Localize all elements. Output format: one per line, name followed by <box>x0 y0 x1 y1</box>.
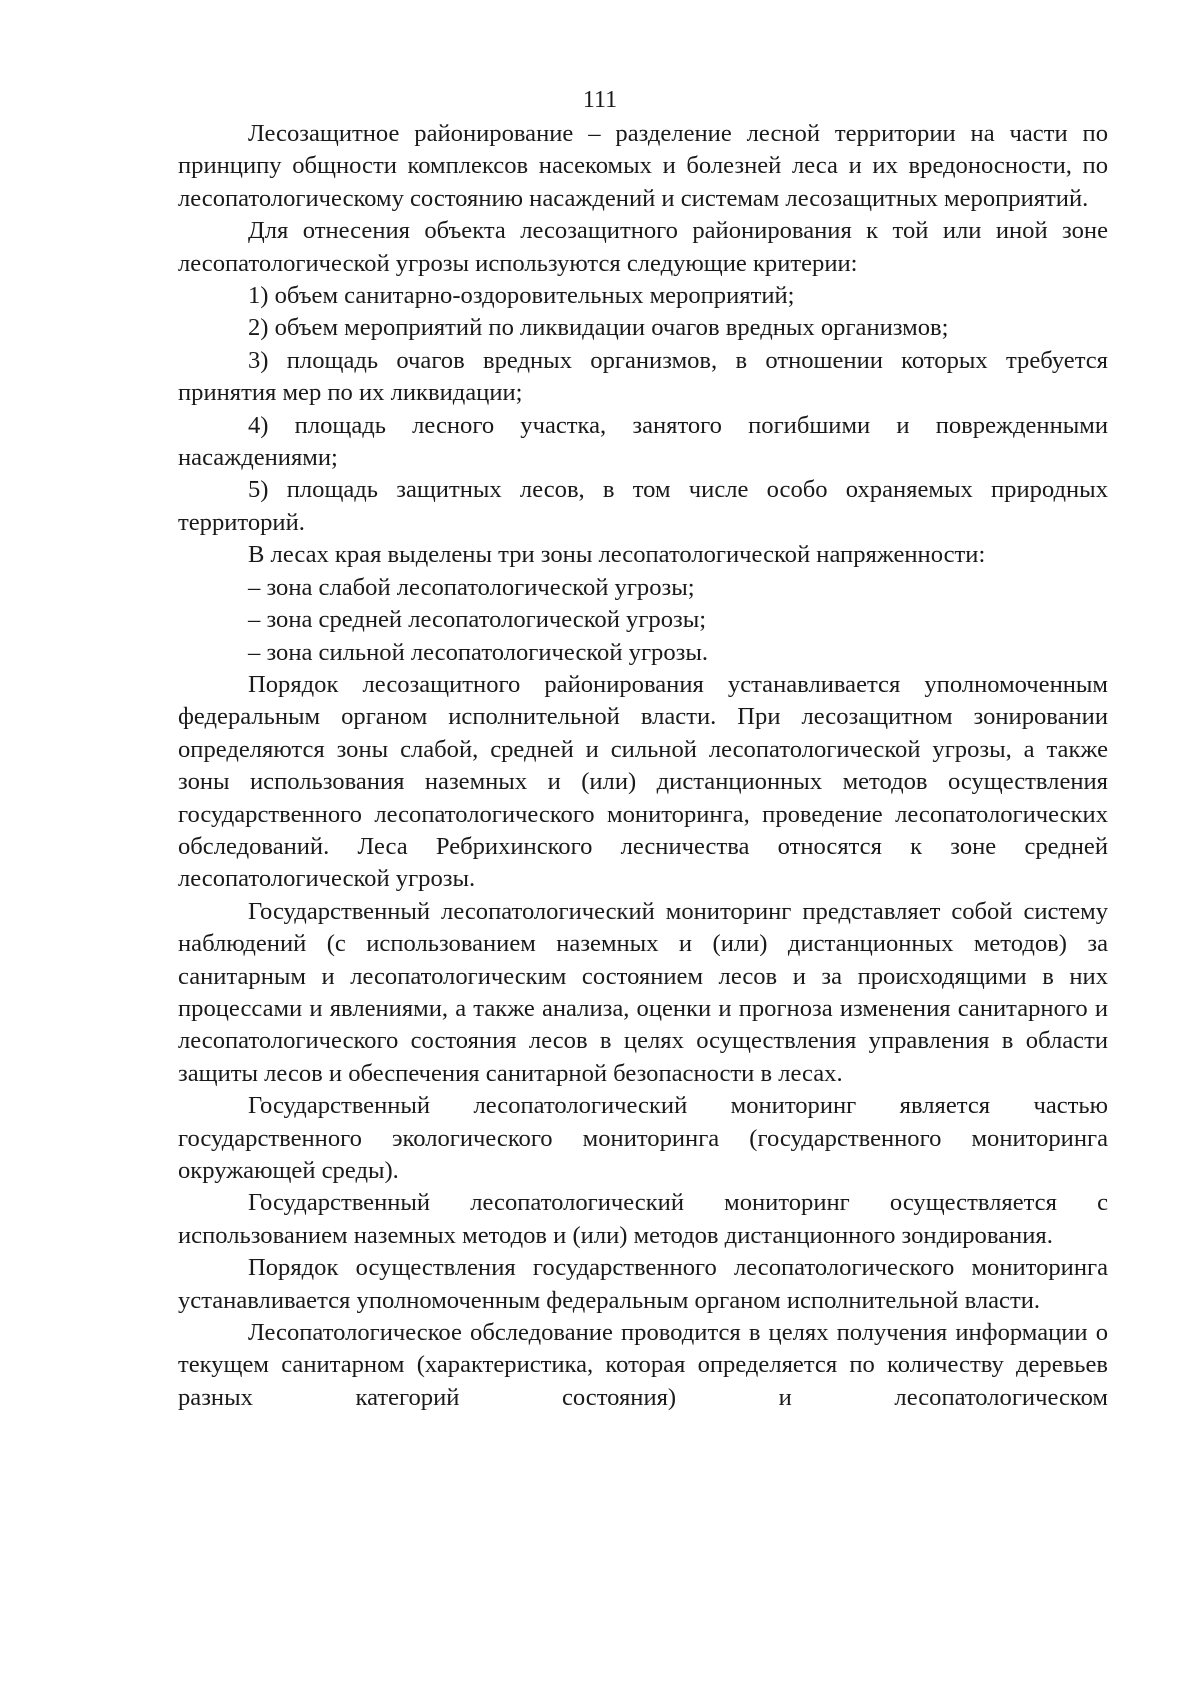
paragraph-monitoring-procedure: Порядок осуществления государственного лесопатологического мониторинга устанавливается уполномоченным федеральным органом исполнительной власти. <box>178 1254 1108 1314</box>
criteria-item-3: 3) площадь очагов вредных организмов, в отношении которых требуется принятия мер по их ликвидации; <box>178 346 1108 407</box>
paragraph-survey: Лесопатологическое обследование проводится в целях получения информации о текущем санитарном (характеристика, которая определяется по количеству деревьев разных категорий состояния) и лесопатологическом <box>178 1319 1108 1411</box>
paragraph-zoning-procedure: Порядок лесозащитного районирования устанавливается уполномоченным федеральным органом исполнительной власти. При лесозащитном зонировании определяются зоны слабой, средней и сильной лесопатологической угрозы, а также зоны использования наземных и (или) дистанционных методов осуществления государственного лесопатологического мониторинга, проведение лесопатологических обследований. Леса Ребрихинского лесничества относятся к зоне средней лесопатологической угрозы. <box>178 670 1108 893</box>
zone-item-weak: – зона слабой лесопатологической угрозы; <box>248 573 695 601</box>
criteria-item-2: 2) объем мероприятий по ликвидации очагов вредных организмов; <box>248 314 949 342</box>
criteria-item-4: 4) площадь лесного участка, занятого погибшими и поврежденными насаждениями; <box>178 411 1108 472</box>
page-number: 111 <box>582 87 618 113</box>
paragraph-definition: Лесозащитное районирование – разделение лесной территории на части по принципу общности комплексов насекомых и болезней леса и их вредоносности, по лесопатологическому состоянию насаждений и системам лесозащитных мероприятий. <box>178 120 1108 212</box>
paragraph-monitoring-methods: Государственный лесопатологический мониторинг осуществляется с использованием наземных методов и (или) методов дистанционного зондирования. <box>178 1189 1108 1249</box>
criteria-item-1: 1) объем санитарно-оздоровительных мероприятий; <box>248 282 795 310</box>
paragraph-monitoring-part: Государственный лесопатологический мониторинг является частью государственного экологического мониторинга (государственного мониторинга окружающей среды). <box>178 1092 1108 1184</box>
criteria-item-5: 5) площадь защитных лесов, в том числе особо охраняемых природных территорий. <box>178 476 1108 536</box>
paragraph-monitoring-definition: Государственный лесопатологический мониторинг представляет собой систему наблюдений (с использованием наземных и (или) дистанционных методов) за санитарным и лесопатологическим состоянием лесов и за происходящими в них процессами и явлениями, а также анализа, оценки и прогноза изменения санитарного и лесопатологического состояния лесов в целях осуществления управления в области защиты лесов и обеспечения санитарной безопасности в лесах. <box>178 897 1108 1087</box>
zone-item-strong: – зона сильной лесопатологической угрозы. <box>248 638 709 666</box>
document-body <box>178 118 1108 1414</box>
zone-item-medium: – зона средней лесопатологической угрозы; <box>248 606 707 634</box>
paragraph-criteria-intro: Для отнесения объекта лесозащитного районирования к той или иной зоне лесопатологической угрозы используются следующие критерии: <box>178 217 1108 277</box>
paragraph-zones-intro: В лесах края выделены три зоны лесопатологической напряженности: <box>248 541 986 569</box>
